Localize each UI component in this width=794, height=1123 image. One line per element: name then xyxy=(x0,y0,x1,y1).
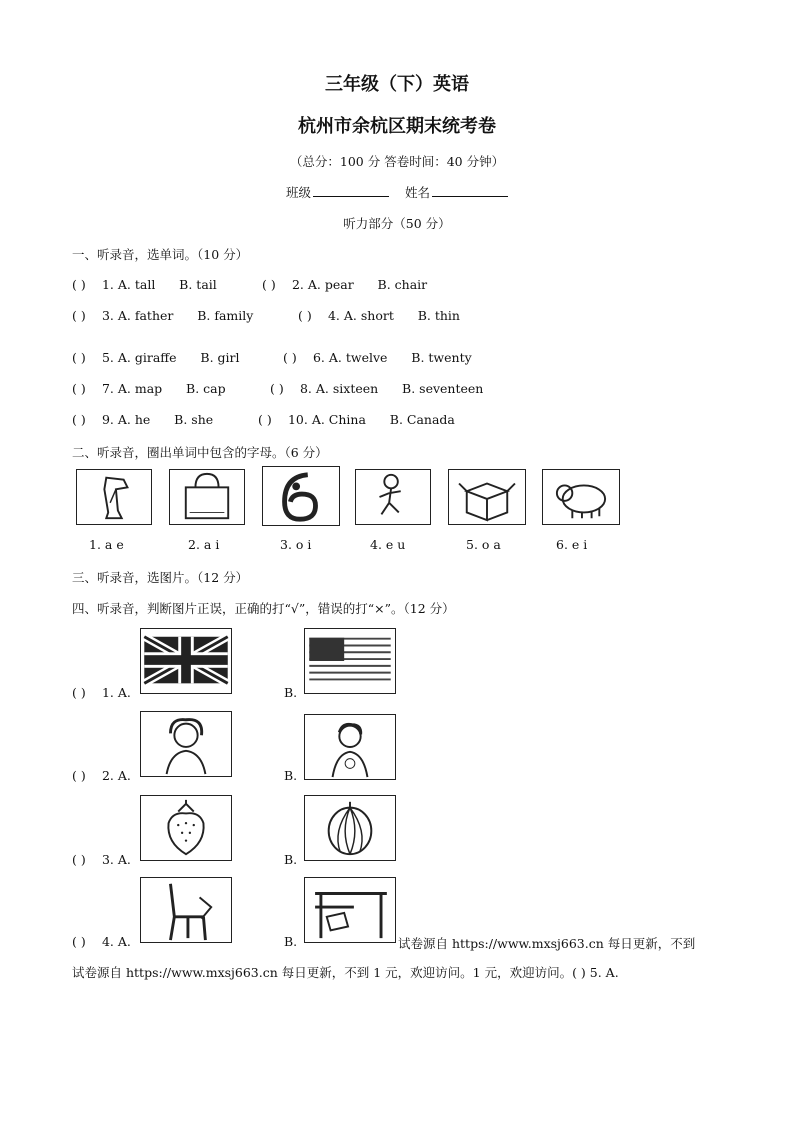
leg-icon xyxy=(76,469,152,525)
listening-part-heading: 听力部分（50 分） xyxy=(343,216,451,231)
option-a-label: 2. A. xyxy=(101,768,131,783)
watermelon-icon xyxy=(304,795,396,861)
option-b-label: B. xyxy=(284,852,298,867)
question-text: 1. A. tall B. tail xyxy=(101,277,217,292)
woman-icon xyxy=(140,711,232,777)
section1-row xyxy=(72,277,217,292)
section1-row xyxy=(72,350,240,365)
chair-icon xyxy=(140,877,232,943)
paper-title: 三年级（下）英语 xyxy=(325,74,469,95)
question-text: 6. A. twelve B. twenty xyxy=(312,350,472,365)
number-six-icon xyxy=(262,466,340,526)
section4-row xyxy=(72,768,131,783)
answer-paren[interactable]: ( ) xyxy=(72,381,86,396)
section4-row xyxy=(72,852,131,867)
boy-icon xyxy=(304,714,396,780)
section4-heading: 四、听录音，判断图片正误，正确的打“√”，错误的打“×”。（12 分） xyxy=(72,601,455,616)
option-b-label: B. xyxy=(284,768,298,783)
option-letters: 6. e i xyxy=(556,537,588,552)
question-text: 2. A. pear B. chair xyxy=(291,277,428,292)
section4-row xyxy=(72,685,131,700)
watermark-text-line: 试卷源自 https://www.mxsj663.cn 每日更新，不到 1 元，欢迎访问。1 元，欢迎访问。( ) 5. A. xyxy=(72,965,619,980)
option-letters: 2. a i xyxy=(188,537,220,552)
question-text: 10. A. China B. Canada xyxy=(287,412,455,427)
pig-icon xyxy=(542,469,620,525)
section3-heading: 三、听录音，选图片。（12 分） xyxy=(72,570,249,585)
answer-paren[interactable]: ( ) xyxy=(72,308,86,323)
uk-flag-icon xyxy=(140,628,232,694)
paper-subtitle: 杭州市余杭区期末统考卷 xyxy=(298,116,496,137)
question-text: 3. A. father B. family xyxy=(101,308,254,323)
option-b-label: B. xyxy=(284,934,298,949)
question-text: 9. A. he B. she xyxy=(101,412,214,427)
answer-paren[interactable]: ( ) xyxy=(283,350,297,365)
option-letters: 5. o a xyxy=(466,537,501,552)
running-boy-icon xyxy=(355,469,431,525)
question-text: 7. A. map B. cap xyxy=(101,381,226,396)
option-b-label: B. xyxy=(284,685,298,700)
class-label: 班级 xyxy=(286,185,312,200)
answer-paren[interactable]: ( ) xyxy=(72,685,86,700)
answer-paren[interactable]: ( ) xyxy=(72,934,86,949)
answer-paren[interactable]: ( ) xyxy=(72,350,86,365)
section2-heading: 二、听录音，圈出单词中包含的字母。（6 分） xyxy=(72,445,328,460)
section1-row xyxy=(262,277,427,292)
class-blank[interactable] xyxy=(313,184,389,197)
answer-paren[interactable]: ( ) xyxy=(72,768,86,783)
answer-paren[interactable]: ( ) xyxy=(72,277,86,292)
desk-icon xyxy=(304,877,396,943)
section1-row xyxy=(258,412,455,427)
question-text: 8. A. sixteen B. seventeen xyxy=(299,381,484,396)
answer-paren[interactable]: ( ) xyxy=(298,308,312,323)
option-letters: 3. o i xyxy=(280,537,312,552)
name-blank[interactable] xyxy=(432,184,508,197)
option-a-label: 4. A. xyxy=(101,934,131,949)
box-icon xyxy=(448,469,526,525)
us-flag-icon xyxy=(304,628,396,694)
section1-row xyxy=(72,381,226,396)
watermark-text: 试卷源自 https://www.mxsj663.cn 每日更新，不到 xyxy=(398,936,696,951)
section4-row xyxy=(72,934,131,949)
section1-row xyxy=(72,412,213,427)
answer-paren[interactable]: ( ) xyxy=(262,277,276,292)
bag-icon xyxy=(169,469,245,525)
section1-row xyxy=(298,308,460,323)
answer-paren[interactable]: ( ) xyxy=(258,412,272,427)
answer-paren[interactable]: ( ) xyxy=(72,412,86,427)
question-text: 5. A. giraffe B. girl xyxy=(101,350,240,365)
strawberry-icon xyxy=(140,795,232,861)
section1-row xyxy=(270,381,483,396)
answer-paren[interactable]: ( ) xyxy=(72,852,86,867)
option-a-label: 3. A. xyxy=(101,852,131,867)
name-class-line xyxy=(0,183,794,201)
option-letters: 4. e u xyxy=(370,537,406,552)
score-time-info: （总分：100 分 答卷时间：40 分钟） xyxy=(289,154,505,169)
name-label: 姓名 xyxy=(404,185,430,200)
section1-row xyxy=(72,308,253,323)
section1-heading: 一、听录音，选单词。（10 分） xyxy=(72,247,249,262)
option-a-label: 1. A. xyxy=(101,685,131,700)
option-letters: 1. a e xyxy=(89,537,124,552)
question-text: 4. A. short B. thin xyxy=(327,308,460,323)
section1-row xyxy=(283,350,472,365)
answer-paren[interactable]: ( ) xyxy=(270,381,284,396)
